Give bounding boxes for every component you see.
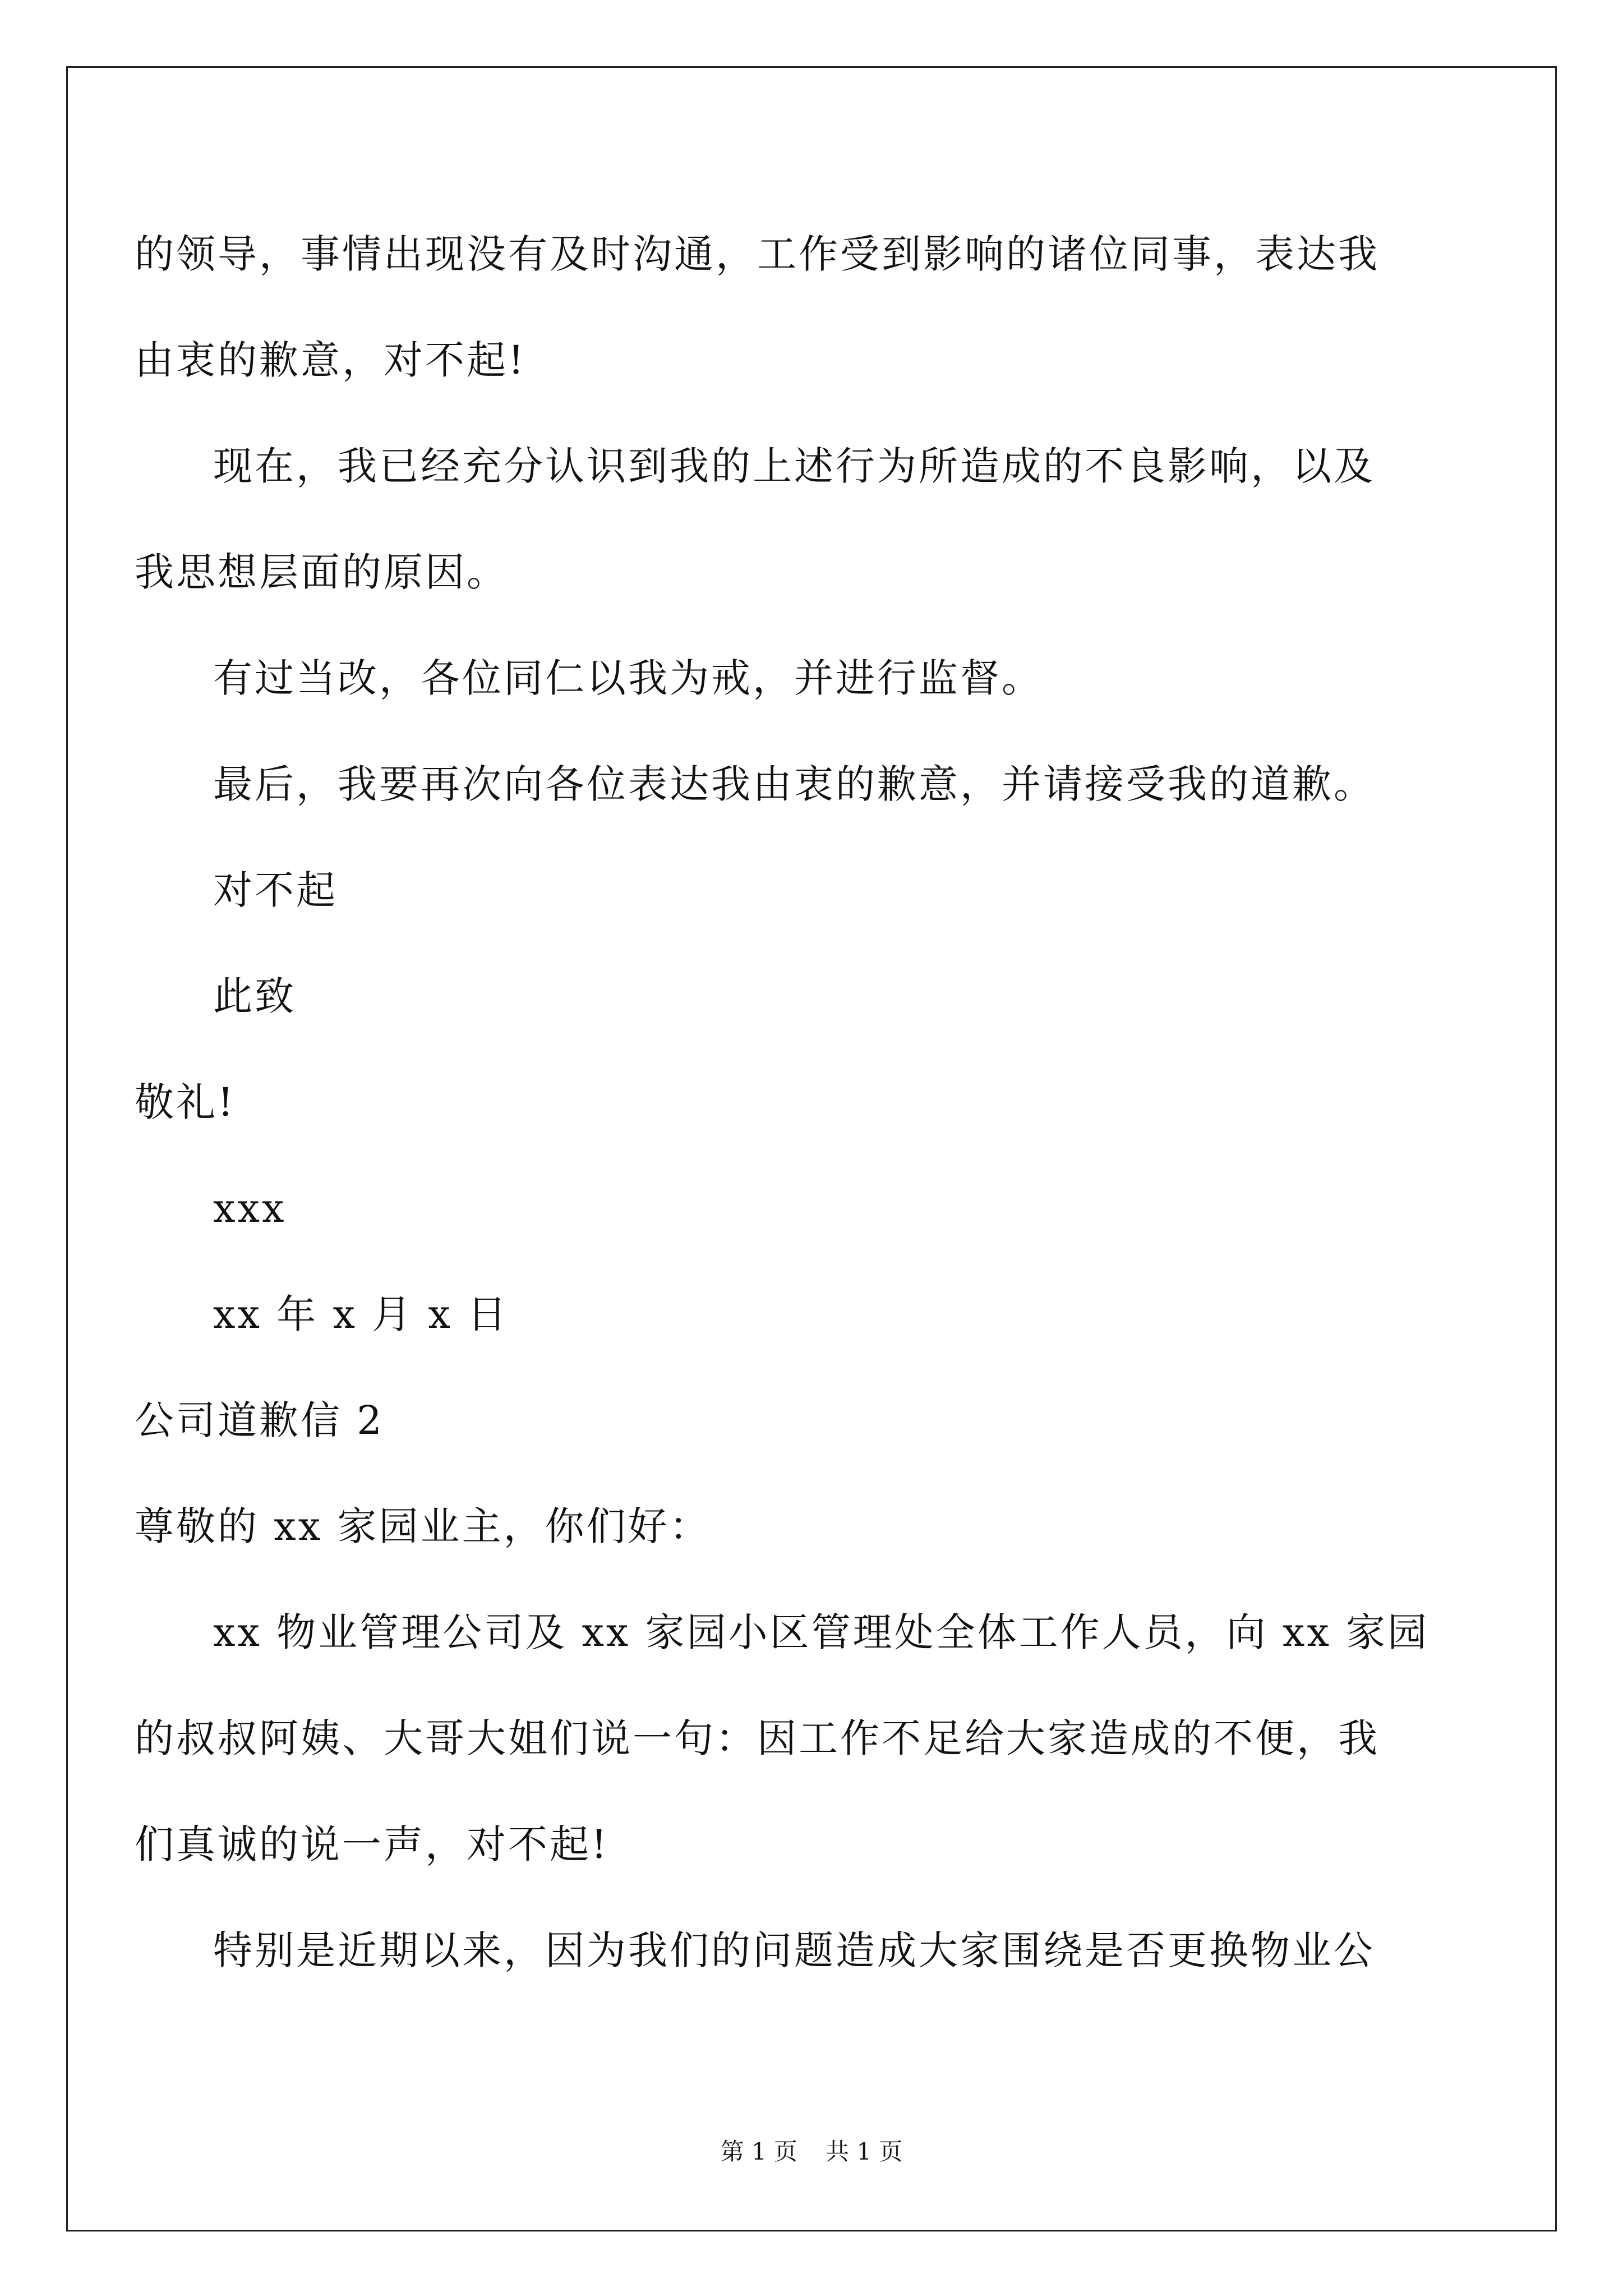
section-heading: 公司道歉信 2: [135, 1397, 384, 1443]
text-line: 敬礼!: [135, 1079, 236, 1125]
text-line: xxx: [213, 1185, 287, 1231]
text-line: 的领导，事情出现没有及时沟通，工作受到影响的诸位同事，表达我: [135, 231, 1380, 277]
page-footer: [0, 2140, 1623, 2164]
text-line: xx 年 x 月 x 日: [213, 1291, 509, 1337]
salutation: 尊敬的 xx 家园业主，你们好：: [135, 1503, 711, 1549]
total-pages-label: 共 1 页: [826, 2138, 903, 2165]
text-line: 由衷的歉意，对不起!: [135, 337, 527, 383]
text-line: 特别是近期以来，因为我们的问题造成大家围绕是否更换物业公: [213, 1927, 1375, 1973]
text-line: 此致: [213, 973, 296, 1019]
text-line: 有过当改，各位同仁以我为戒，并进行监督。: [213, 655, 1043, 701]
current-page-label: 第 1 页: [720, 2138, 797, 2165]
text-line: 对不起: [213, 867, 338, 913]
text-line: 我思想层面的原因。: [135, 549, 508, 595]
text-line: 最后，我要再次向各位表达我由衷的歉意，并请接受我的道歉。: [213, 761, 1375, 807]
text-line: xx 物业管理公司及 xx 家园小区管理处全体工作人员，向 xx 家园: [213, 1609, 1430, 1655]
text-line: 们真诚的说一声，对不起!: [135, 1821, 610, 1867]
text-line: 现在，我已经充分认识到我的上述行为所造成的不良影响，以及: [213, 443, 1375, 489]
text-line: 的叔叔阿姨、大哥大姐们说一句：因工作不足给大家造成的不便，我: [135, 1715, 1380, 1761]
